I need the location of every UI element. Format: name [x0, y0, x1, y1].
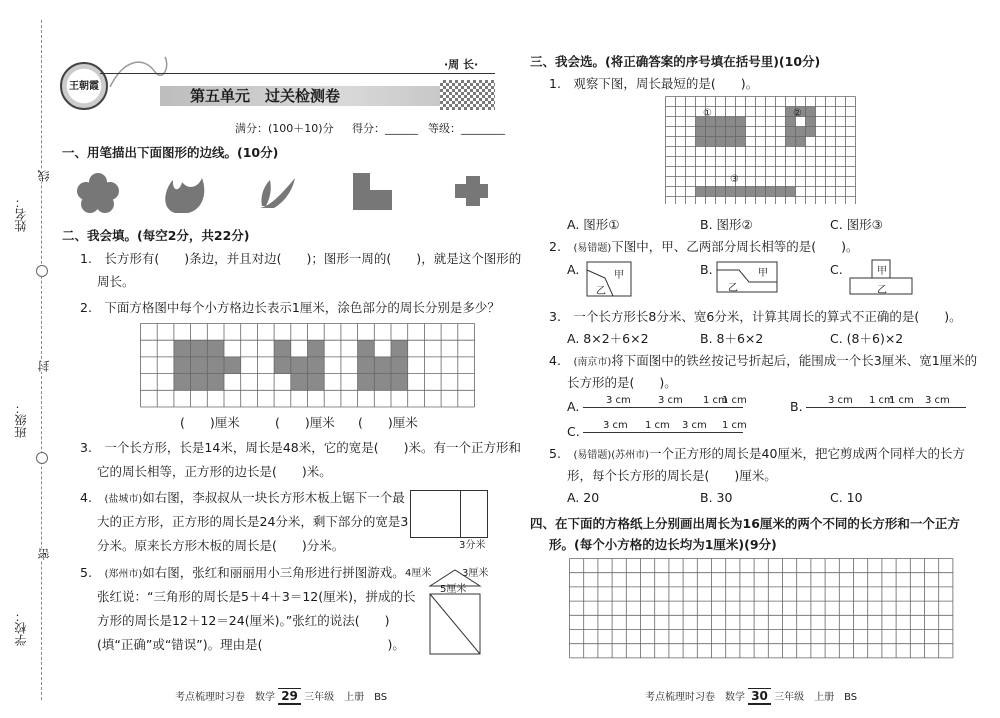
shaded-region: [174, 340, 224, 357]
wire-segment: 1 cm: [703, 395, 728, 406]
figure-label: 4厘米: [405, 568, 432, 579]
section-2-title: 二、我会填。(每空2分，共22分): [62, 228, 250, 243]
choice-2-text: 下图中，甲、乙两部分周长相等的是( )。: [611, 239, 859, 254]
header-rule: [100, 73, 495, 74]
figure-mark: ③: [730, 174, 739, 185]
brand-logo: [60, 62, 108, 110]
shaded-region: [174, 374, 224, 391]
footer-book: 考点梳理时习卷 数学: [645, 692, 745, 703]
flower-shape: [77, 173, 119, 213]
option-a: A. 20: [567, 490, 600, 505]
wire-segment: 3 cm: [828, 395, 853, 406]
option-b: B.: [700, 262, 713, 277]
shaded-region: [358, 357, 408, 374]
question-4-text: 如右图，李叔叔从一块长方形木板上锯下一个最: [142, 490, 405, 505]
shaded-region: [308, 340, 325, 357]
wire-segment: 3 cm: [682, 420, 707, 431]
cross-shape: [455, 176, 488, 206]
figure-label: 3厘米: [462, 568, 489, 579]
choice-4-text: 将下面图中的铁丝按记号折起后，能围成一个长3厘米、宽1厘米的: [611, 353, 978, 368]
footer-left: [175, 688, 387, 705]
shaded-region: [358, 340, 375, 357]
choice-5-cont: 形，每个长方形的周长是( )厘米。: [567, 468, 777, 483]
section-4-title: 四、在下面的方格纸上分别画出周长为16厘米的两个不同的长方形和一个正方: [530, 516, 960, 531]
answer-blank: ( )厘米: [180, 415, 240, 430]
l-shape: [353, 173, 392, 210]
perimeter-grid: [140, 323, 478, 411]
choice-5: 5. (易错题)(苏州市)一个正方形的周长是40厘米，把它剪成两个同样大的长方: [549, 446, 965, 461]
wire-segment: 3 cm: [603, 420, 628, 431]
question-tag: (郑州市): [104, 569, 143, 580]
shaded-region: [358, 374, 408, 391]
option-c: C.: [567, 424, 580, 439]
wire-segment: 1 cm: [722, 395, 747, 406]
split-figure-a: [585, 260, 635, 300]
choice-2: 2. (易错题)下图中，甲、乙两部分周长相等的是( )。: [549, 239, 859, 254]
choice-5-text: 一个正方形的周长是40厘米，把它剪成两个同样大的长方: [649, 446, 965, 461]
footer-right: [645, 688, 857, 705]
question-1-cont: 周长。: [97, 274, 135, 289]
cut-mark: 封: [37, 360, 51, 372]
footer-book: 考点梳理时习卷 数学: [175, 692, 275, 703]
wire-segment: 3 cm: [925, 395, 950, 406]
shaded-region: [274, 357, 324, 374]
question-tag: (易错题): [573, 243, 612, 254]
page-title: 第五单元 过关检测卷: [190, 87, 341, 105]
wire-segment: 3 cm: [606, 395, 631, 406]
option-b: B. 30: [700, 490, 733, 505]
question-1: 1. 长方形有( )条边，并且对边( )；图形一周的( )，就是这个图形的: [80, 251, 522, 266]
option-c: C. 图形③: [830, 217, 883, 232]
footer-grade: 三年级 上册 BS: [304, 692, 388, 703]
question-2: 2. 下面方格图中每个小方格边长表示1厘米，涂色部分的周长分别是多少？: [80, 300, 500, 315]
wire-segment: 1 cm: [889, 395, 914, 406]
option-c: C.: [830, 262, 843, 277]
cut-mark: 线: [37, 170, 51, 182]
drawing-grid: [569, 558, 955, 664]
saw-line: [460, 491, 461, 537]
shaded-region: [391, 340, 408, 357]
page-number: 29: [278, 688, 301, 705]
option-a: A.: [567, 262, 580, 277]
region-label: 甲: [614, 270, 624, 281]
flame-shape: [165, 178, 204, 213]
wire-c: [583, 432, 743, 433]
question-5: 5. (郑州市)如右图，张红和丽丽用小三角形进行拼图游戏。: [80, 565, 405, 580]
choice-1: 1. 观察下图，周长最短的是( )。: [549, 76, 759, 91]
option-a: A. 图形①: [567, 217, 620, 232]
brand-text: 王朝霞: [69, 81, 99, 92]
section-1-title: 一、用笔描出下面图形的边线。(10分): [62, 145, 279, 160]
option-c: C. (8＋6)×2: [830, 331, 904, 346]
region-label: 乙: [728, 283, 738, 294]
section-4-cont: 形。(每个小方格的边长均为1厘米)(9分): [549, 537, 777, 552]
question-3-cont: 它的周长相等，正方形的边长是( )米。: [97, 464, 332, 479]
trace-shapes: [70, 168, 510, 216]
question-3: 3. 一个长方形，长是14米，周长是48米，它的宽是( )米。有一个正方形和: [80, 440, 521, 455]
choice-4: 4. (南京市)将下面图中的铁丝按记号折起后，能围成一个长3厘米、宽1厘米的: [549, 353, 978, 368]
option-b: B. 图形②: [700, 217, 753, 232]
board-figure: [410, 490, 488, 538]
option-c: C. 10: [830, 490, 863, 505]
region-label: 甲: [877, 266, 887, 277]
question-5-cont: 张红说：“三角形的周长是5＋4＋3＝12(厘米)，拼成的长: [97, 589, 416, 604]
option-a: A.: [567, 399, 580, 414]
question-4-cont: 分米。原来长方形木板的周长是( )分米。: [97, 538, 345, 553]
cut-mark: 密: [37, 548, 51, 560]
shaded-region: [274, 340, 291, 357]
shape-grid: [665, 96, 858, 204]
wire-segment: 1 cm: [722, 420, 747, 431]
choice-4-cont: 长方形的是( )。: [567, 375, 677, 390]
option-a: A. 8×2＋6×2: [567, 331, 649, 346]
region-label: 甲: [758, 268, 768, 279]
question-tag: (盐城市): [104, 494, 143, 505]
page-number: 30: [748, 688, 771, 705]
wire-b: [806, 407, 966, 408]
question-5-text: 如右图，张红和丽丽用小三角形进行拼图游戏。: [142, 565, 405, 580]
figure-label: 5厘米: [440, 584, 467, 595]
question-4: 4. (盐城市)如右图，李叔叔从一块长方形木板上锯下一个最: [80, 490, 405, 505]
section-3-title: 三、我会选。(将正确答案的序号填在括号里)(10分): [530, 54, 821, 69]
figure-mark: ②: [793, 108, 802, 119]
wire-segment: 3 cm: [658, 395, 683, 406]
region-label: 乙: [877, 285, 887, 296]
grade-field: 等级：________: [428, 122, 505, 135]
option-b: B. 8＋6×2: [700, 331, 764, 346]
wire-segment: 1 cm: [869, 395, 894, 406]
question-tag: (南京市): [573, 357, 612, 368]
wire-a: [583, 407, 743, 408]
full-score: 满分：(100＋10)分: [235, 122, 334, 135]
figure-label: 3分米: [459, 540, 486, 551]
option-b: B.: [790, 399, 803, 414]
answer-blank: ( )厘米: [358, 415, 418, 430]
school-label: 学校：: [14, 610, 28, 646]
question-4-cont: 大的正方形，正方形的周长是24分米，剩下部分的宽是3: [97, 514, 409, 529]
unit-tag: ·周 长·: [444, 58, 479, 71]
question-5-cont: (填“正确”或“错误”)。理由是( )。: [97, 637, 405, 652]
figure-mark: ①: [703, 108, 712, 119]
region-label: 乙: [596, 286, 606, 297]
name-label: 姓名：: [14, 196, 28, 232]
binding-strip: [0, 0, 50, 718]
split-figure-b: [715, 260, 781, 296]
punch-hole: [36, 452, 48, 464]
bird-shape: [260, 178, 295, 208]
answer-blank: ( )厘米: [275, 415, 335, 430]
checker-pattern: [440, 80, 495, 110]
punch-hole: [36, 265, 48, 277]
class-label: 班级：: [14, 402, 28, 438]
footer-grade: 三年级 上册 BS: [774, 692, 858, 703]
score-field: 得分：______: [352, 122, 418, 135]
question-5-cont: 方形的周长是12＋12＝24(厘米)。”张红的说法( ): [97, 613, 390, 628]
question-tag: (易错题)(苏州市): [573, 450, 650, 461]
choice-3: 3. 一个长方形长8分米、宽6分米，计算其周长的算式不正确的是( )。: [549, 309, 962, 324]
wire-segment: 1 cm: [645, 420, 670, 431]
shaded-region: [806, 107, 816, 137]
